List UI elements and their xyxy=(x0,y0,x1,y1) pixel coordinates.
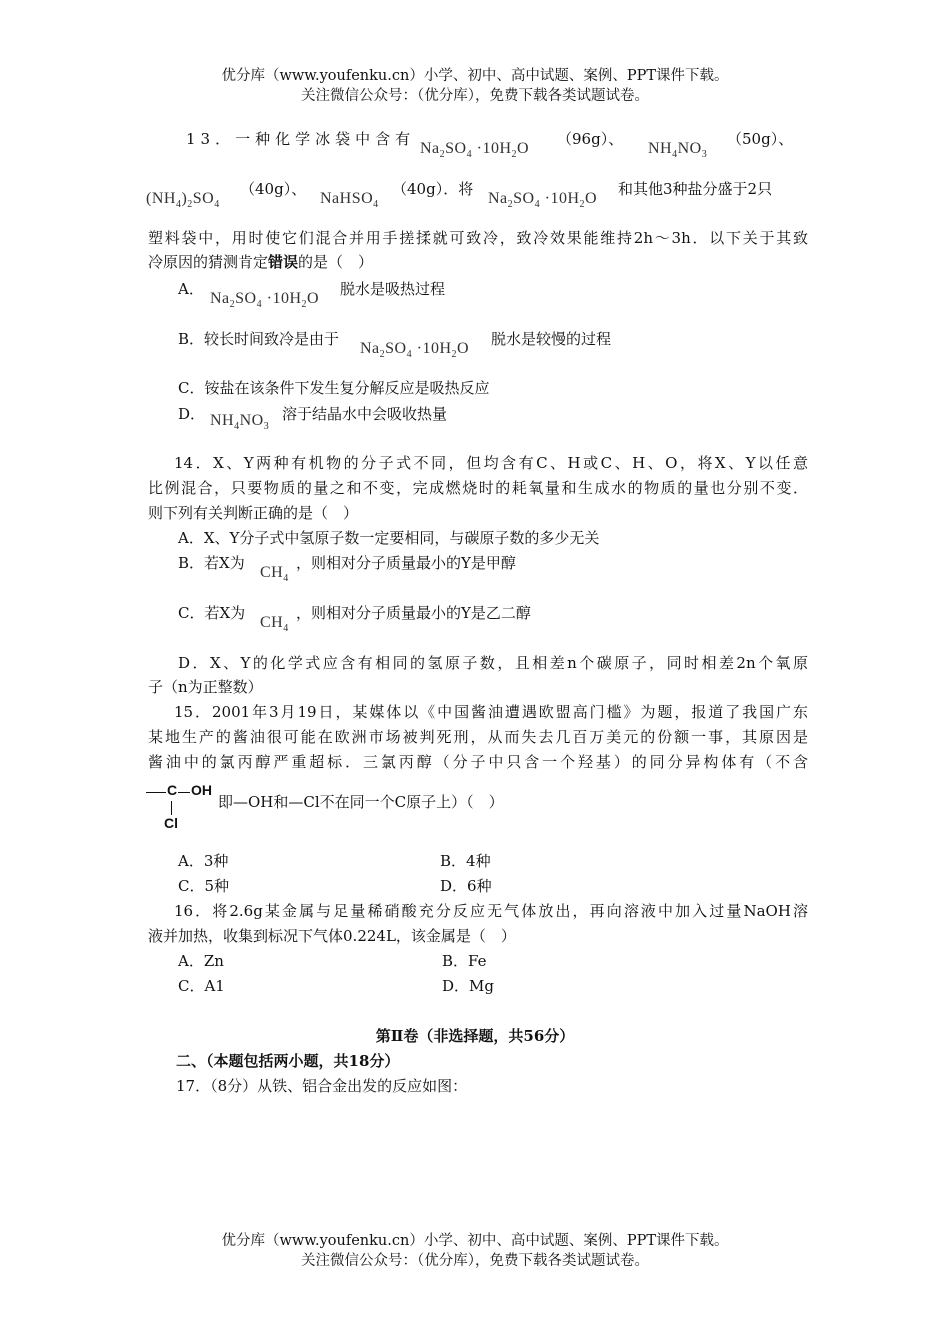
q13-option-a-text: 脱水是吸热过程 xyxy=(340,280,446,298)
q14-line-3: 则下列有关判断正确的是（ ） xyxy=(148,504,359,522)
bond-right xyxy=(178,792,190,793)
formula-na2so4-10h2o: $Na_2SO_4 \cdot 10H_2O$ xyxy=(210,290,320,310)
structure-chlorine: Cl xyxy=(164,815,178,831)
formula-nh4no3: $NH_4NO_3$ xyxy=(648,140,708,160)
q16-option-c: C．A1 xyxy=(178,977,225,995)
q14-line-1: 14．X、Y两种有机物的分子式不同，但均含有C、H或C、H、O，将X、Y以任意 xyxy=(174,454,808,472)
q13-option-d-text: 溶于结晶水中会吸收热量 xyxy=(282,405,448,423)
formula-na2so4-10h2o: $Na_2SO_4 \cdot 10H_2O$ xyxy=(488,190,598,210)
q15-option-d: D．6种 xyxy=(440,877,492,895)
formula-nahso4: NaHSO$_4$ xyxy=(320,190,379,210)
q13-option-c: C．铵盐在该条件下发生复分解反应是吸热反应 xyxy=(178,379,490,397)
q16-option-d: D．Mg xyxy=(442,977,494,995)
q14-option-d-line-1: D．X、Y的化学式应含有相同的氢原子数，且相差n个碳原子，同时相差2n个氧原 xyxy=(178,654,808,672)
q13-tail: 和其他3种盐分盛于2只 xyxy=(618,180,773,198)
q15-line-3: 酱油中的氯丙醇严重超标．三氯丙醇（分子中只含一个羟基）的同分异构体有（不含 xyxy=(148,753,808,771)
q13-mass-96: （96g）、 xyxy=(557,130,624,148)
q16-option-a: A．Zn xyxy=(178,952,224,970)
q13-option-b-text: 脱水是较慢的过程 xyxy=(491,330,612,348)
q14-option-a: A．X、Y分子式中氢原子数一定要相同，与碳原子数的多少无关 xyxy=(178,529,600,547)
formula-ch4: $CH_4$ xyxy=(260,564,289,584)
q14-option-c-post: ，则相对分子质量最小的Y是乙二醇 xyxy=(296,604,531,622)
bond-left xyxy=(146,792,166,793)
q16-line-2: 液并加热，收集到标况下气体0.224L，该金属是（ ） xyxy=(148,927,516,945)
q14-option-b-pre: B．若X为 xyxy=(178,554,245,572)
q13-line-4: 冷原因的猜测肯定错误的是（ ） xyxy=(148,253,374,271)
formula-nh4-2so4: $(NH_4)_2SO_4$ xyxy=(146,190,220,210)
q13-intro: 13．一种化学冰袋中含有 xyxy=(186,130,416,148)
structure-hydroxyl: OH xyxy=(191,782,212,798)
page-footer-line-1: 优分库（www.youfenku.cn）小学、初中、高中试题、案例、PPT课件下载。 xyxy=(221,1233,729,1249)
q13-option-b-label: B．较长时间致冷是由于 xyxy=(178,330,340,348)
formula-nh4no3: $NH_4NO_3$ xyxy=(210,412,270,432)
q15-line-4: 即—OH和—Cl不在同一个C原子上）（ ） xyxy=(218,793,504,811)
q15-line-1: 15．2001年3月19日，某媒体以《中国酱油遭遇欧盟高门槛》为题，报道了我国广东 xyxy=(174,703,808,721)
bond-down xyxy=(171,801,172,815)
q16-option-b: B．Fe xyxy=(442,952,487,970)
q15-option-b: B．4种 xyxy=(440,852,491,870)
q13-mass-50: （50g）、 xyxy=(727,130,794,148)
q14-line-2: 比例混合，只要物质的量之和不变，完成燃烧时的耗氧量和生成水的物质的量也分别不变． xyxy=(148,479,808,497)
section-2-heading: 二、（本题包括两小题，共18分） xyxy=(176,1052,400,1070)
q13-option-a-label: A． xyxy=(178,280,204,298)
q15-line-2: 某地生产的酱油很可能在欧洲市场被判死刑，从而失去几百万美元的份额一事，其原因是 xyxy=(148,728,808,746)
formula-na2so4-10h2o: $Na_2SO_4 \cdot 10H_2O$ xyxy=(420,140,530,160)
page-footer-line-2: 关注微信公众号：（优分库），免费下载各类试题试卷。 xyxy=(301,1253,649,1269)
q13-option-d-label: D． xyxy=(178,405,206,423)
structure-carbon: C xyxy=(167,782,178,798)
q14-option-b-post: ，则相对分子质量最小的Y是甲醇 xyxy=(296,554,516,572)
q17-intro: 17．（8分）从铁、铝合金出发的反应如图： xyxy=(176,1077,468,1095)
structure-c-oh-cl-diagram xyxy=(146,782,216,832)
formula-na2so4-10h2o: $Na_2SO_4 \cdot 10H_2O$ xyxy=(360,340,470,360)
q13-mass-40-a: （40g）、 xyxy=(240,180,307,198)
q13-mass-40-b: （40g）．将 xyxy=(392,180,474,198)
formula-ch4: $CH_4$ xyxy=(260,614,289,634)
q13-line-3: 塑料袋中，用时使它们混合并用手搓揉就可致冷，致冷效果能维持2h～3h．以下关于其致 xyxy=(148,229,808,247)
q16-line-1: 16．将2.6g某金属与足量稀硝酸充分反应无气体放出，再向溶液中加入过量NaOH溶 xyxy=(174,902,808,920)
q14-option-c-pre: C．若X为 xyxy=(178,604,246,622)
page-header-line-1: 优分库（www.youfenku.cn）小学、初中、高中试题、案例、PPT课件下载。 xyxy=(221,68,729,84)
page-header-line-2: 关注微信公众号：（优分库），免费下载各类试题试卷。 xyxy=(301,88,649,104)
q15-option-c: C．5种 xyxy=(178,877,230,895)
q14-option-d-line-2: 子（n为正整数） xyxy=(148,678,263,696)
part-2-title: 第Ⅱ卷（非选择题，共56分） xyxy=(375,1027,575,1045)
q15-option-a: A．3种 xyxy=(178,852,229,870)
